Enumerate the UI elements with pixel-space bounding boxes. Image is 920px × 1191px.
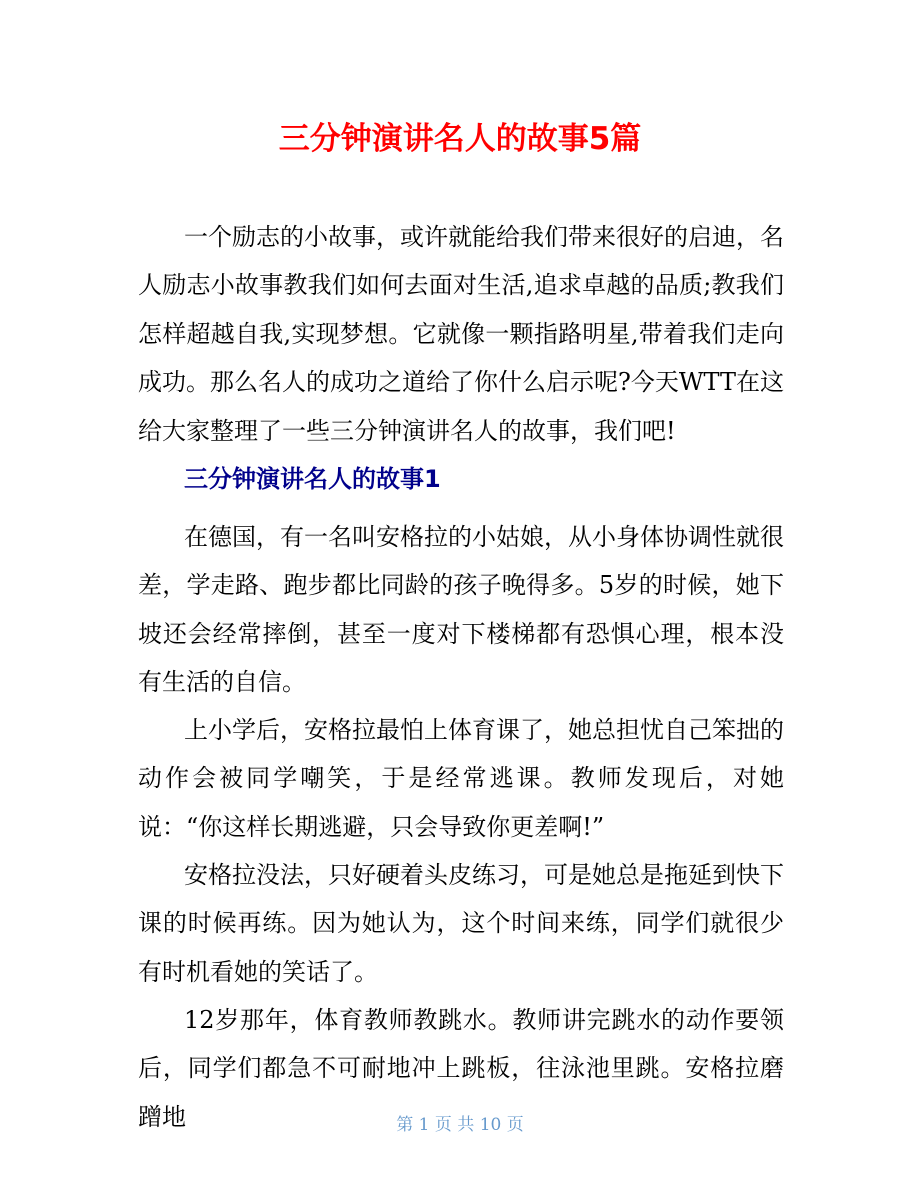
story-paragraph-4: 12岁那年，体育教师教跳水。教师讲完跳水的动作要领后，同学们都急不可耐地冲上跳板，往泳池里跳。安格拉磨蹭地: [138, 1006, 784, 1131]
story-paragraph-2: 上小学后，安格拉最怕上体育课了，她总担忧自己笨拙的动作会被同学嘲笑，于是经常逃课。教师发现后，对她说：“你这样长期逃避，只会导致你更差啊!”: [138, 716, 784, 841]
intro-paragraph: 一个励志的小故事，或许就能给我们带来很好的启迪，名人励志小故事教我们如何去面对生活,追求卓越的品质;教我们怎样超越自我,实现梦想。它就像一颗指路明星,带着我们走向成功。那么名人的成功之道给了你什么启示呢?今天WTT在这给大家整理了一些三分钟演讲名人的故事，我们吧!: [138, 223, 784, 445]
page-number-footer: 第 1 页 共 10 页: [396, 1115, 524, 1135]
story-paragraph-1: 在德国，有一名叫安格拉的小姑娘，从小身体协调性就很差，学走路、跑步都比同龄的孩子晚得多。5岁的时候，她下坡还会经常摔倒，甚至一度对下楼梯都有恐惧心理，根本没有生活的自信。: [138, 523, 784, 697]
document-title: 三分钟演讲名人的故事5篇: [278, 121, 642, 157]
story-paragraph-3: 安格拉没法，只好硬着头皮练习，可是她总是拖延到快下课的时候再练。因为她认为，这个时间来练，同学们就很少有时机看她的笑话了。: [138, 861, 784, 986]
section-heading: 三分钟演讲名人的故事1: [184, 465, 441, 493]
